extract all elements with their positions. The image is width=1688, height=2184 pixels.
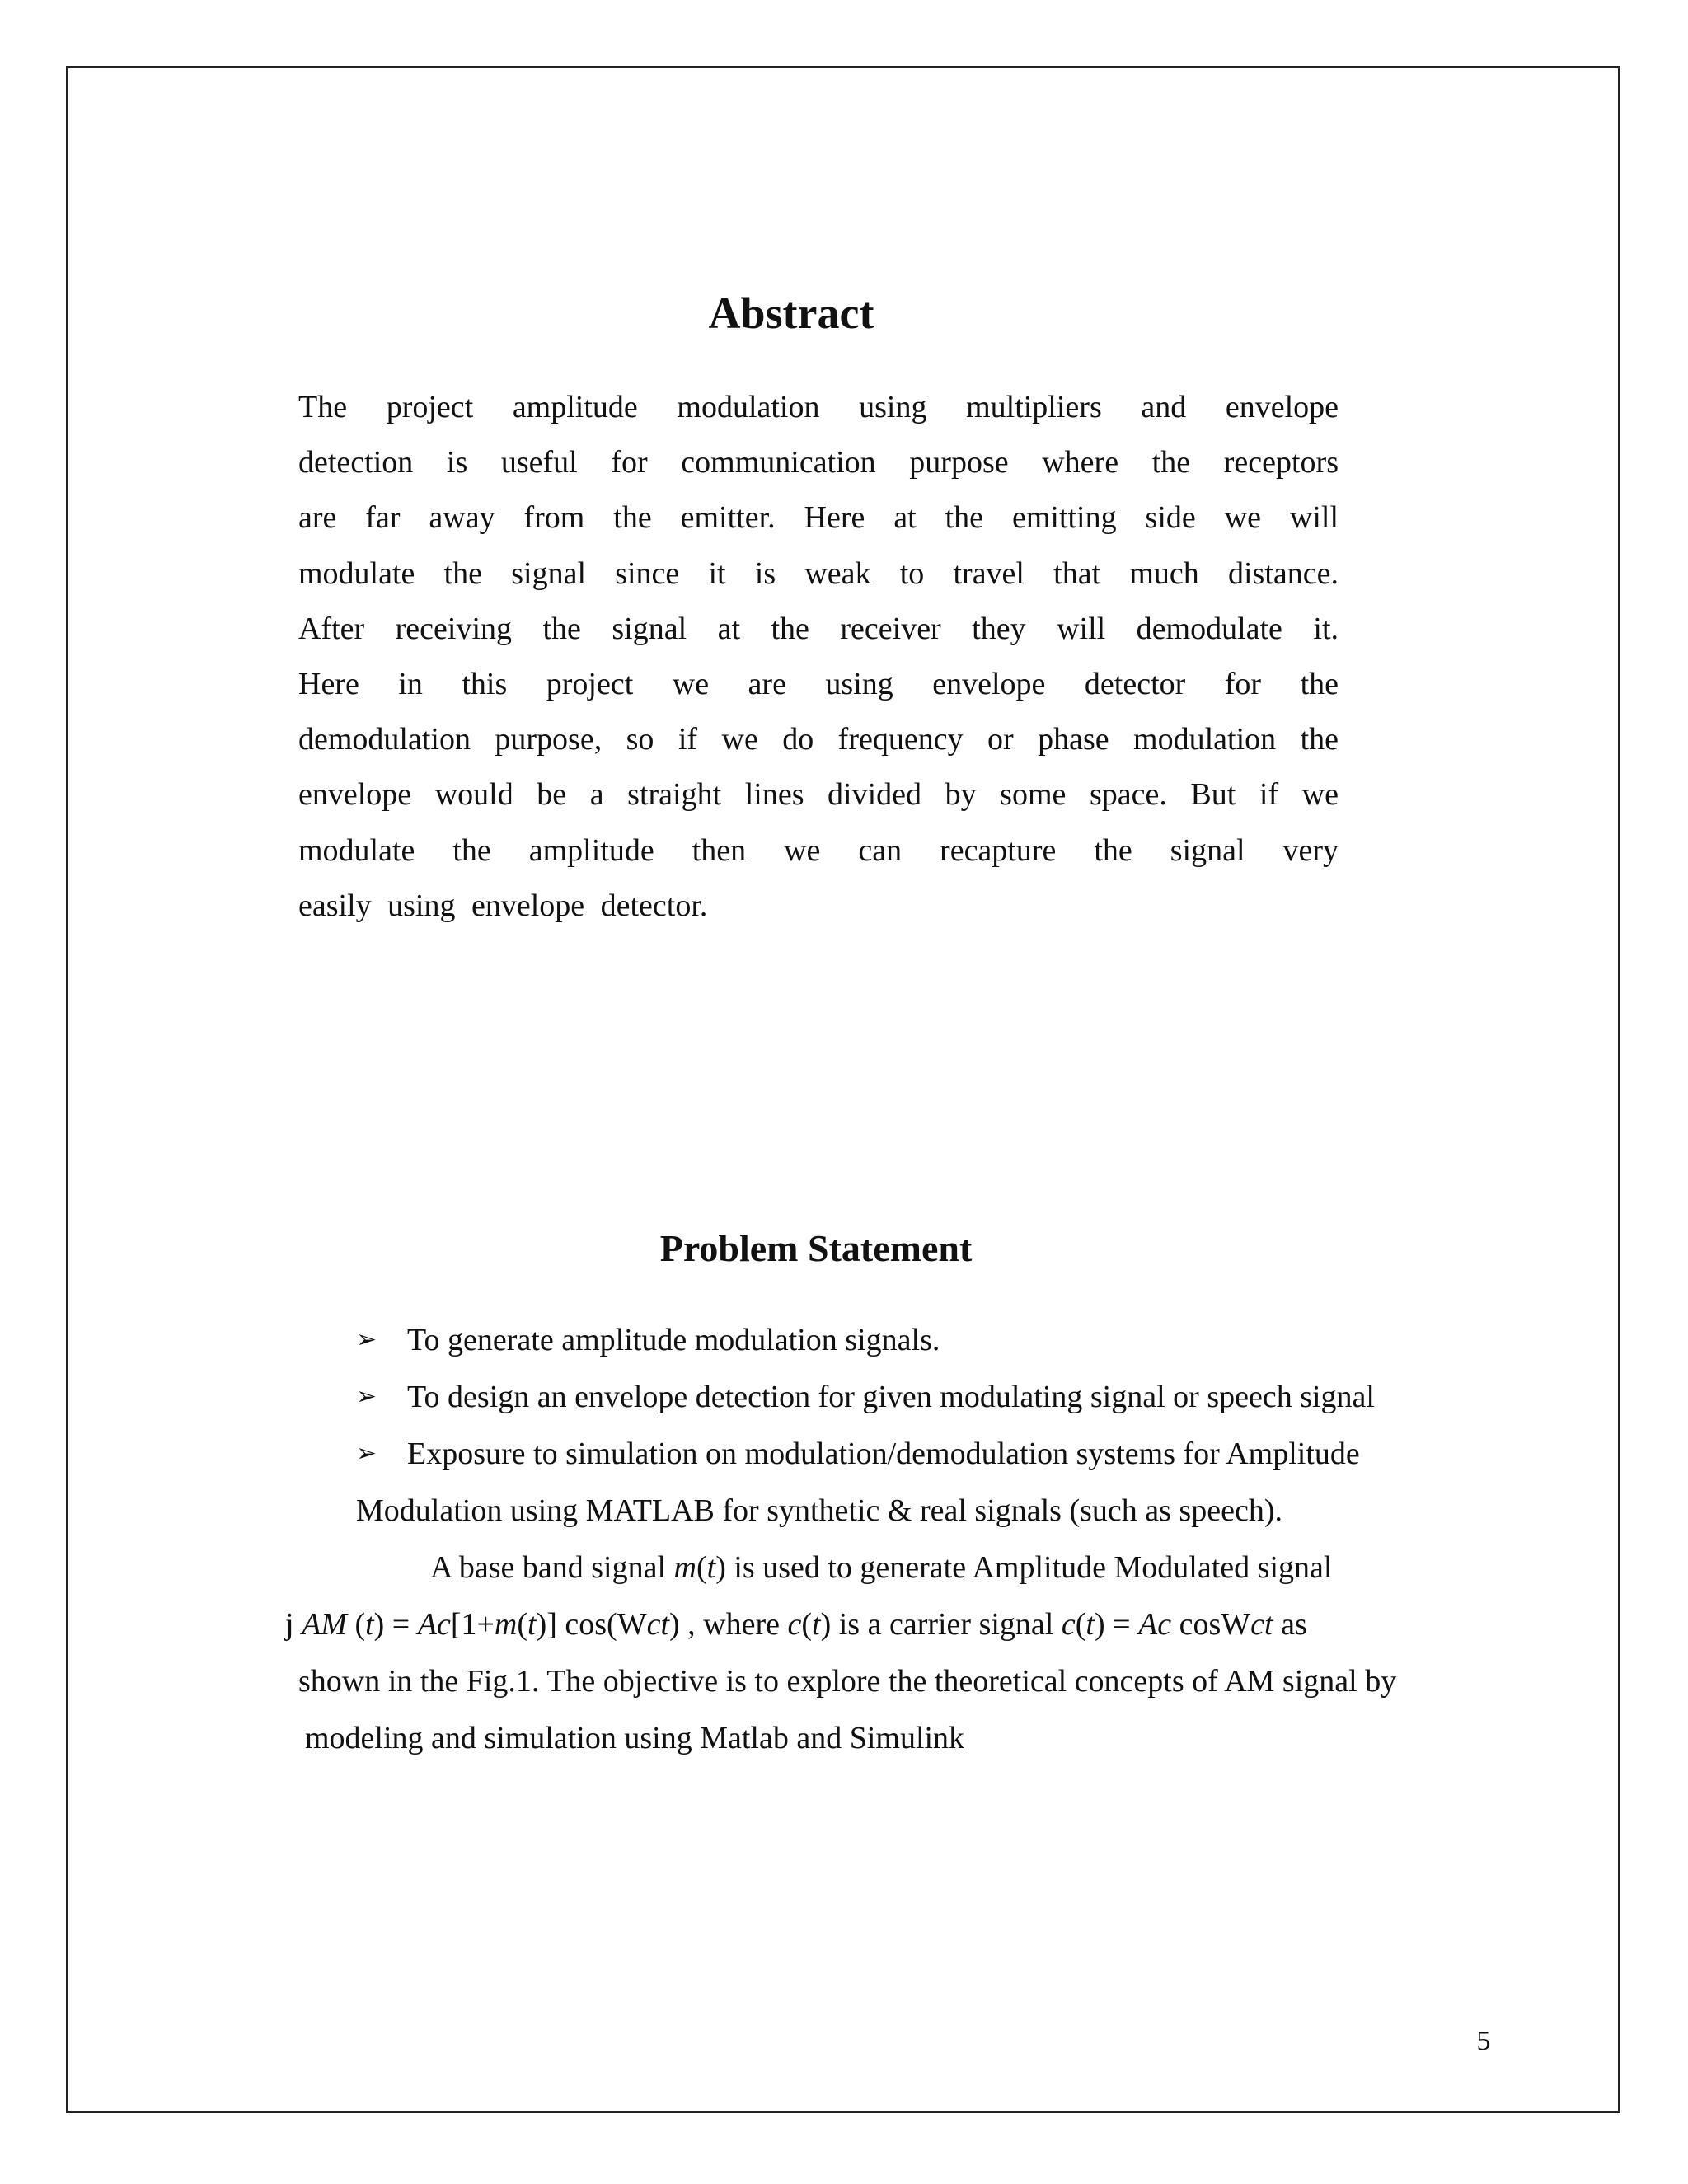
page-number: 5 bbox=[1476, 2026, 1491, 2056]
paragraph-line: A base band signal m(t) is used to generate Amplitude Modulated signal bbox=[430, 1550, 1333, 1585]
page-border bbox=[66, 66, 1620, 2113]
bullet-continuation: Modulation using MATLAB for synthetic & real signals (such as speech). bbox=[356, 1493, 1282, 1528]
abstract-line: detection is useful for communication purpose where the receptors bbox=[298, 445, 1339, 480]
bullet-text: To design an envelope detection for given modulating signal or speech signal bbox=[407, 1380, 1375, 1414]
abstract-line: modulate the amplitude then we can recapture the signal very bbox=[298, 832, 1339, 868]
abstract-line: After receiving the signal at the receiver they will demodulate it. bbox=[298, 611, 1339, 646]
arrow-bullet-icon: ➢ bbox=[356, 1382, 377, 1411]
bullet-item bbox=[356, 1319, 1461, 1376]
abstract-line: easily using envelope detector. bbox=[298, 888, 708, 923]
problem-paragraph bbox=[285, 1546, 1469, 1774]
bullet-item bbox=[356, 1376, 1461, 1432]
bullet-text: Exposure to simulation on modulation/demodulation systems for Amplitude bbox=[407, 1436, 1360, 1471]
arrow-bullet-icon: ➢ bbox=[356, 1325, 377, 1354]
abstract-line: Here in this project we are using envelope detector for the bbox=[298, 666, 1339, 701]
abstract-line: demodulation purpose, so if we do frequency or phase modulation the bbox=[298, 722, 1339, 757]
bullet-item bbox=[356, 1432, 1461, 1489]
abstract-line: are far away from the emitter. Here at the emitting side we will bbox=[298, 500, 1339, 536]
paragraph-line-formula: j AM (t) = Ac[1+m(t)] cos(Wct) , where c(t) is a carrier signal c(t) = Ac cosWct as bbox=[285, 1607, 1307, 1642]
abstract-body bbox=[298, 386, 1339, 940]
problem-bullet-list bbox=[356, 1319, 1461, 1546]
abstract-line: envelope would be a straight lines divided by some space. But if we bbox=[298, 777, 1339, 813]
bullet-text: To generate amplitude modulation signals. bbox=[407, 1323, 940, 1357]
abstract-line: The project amplitude modulation using multipliers and envelope bbox=[298, 390, 1339, 424]
abstract-heading: Abstract bbox=[708, 288, 874, 338]
arrow-bullet-icon: ➢ bbox=[356, 1439, 377, 1468]
paragraph-line: modeling and simulation using Matlab and Simulink bbox=[305, 1721, 965, 1755]
problem-statement-heading: Problem Statement bbox=[659, 1227, 973, 1269]
abstract-line: modulate the signal since it is weak to travel that much distance. bbox=[298, 555, 1339, 591]
paragraph-line: shown in the Fig.1. The objective is to explore the theoretical concepts of AM signal by bbox=[298, 1664, 1397, 1699]
